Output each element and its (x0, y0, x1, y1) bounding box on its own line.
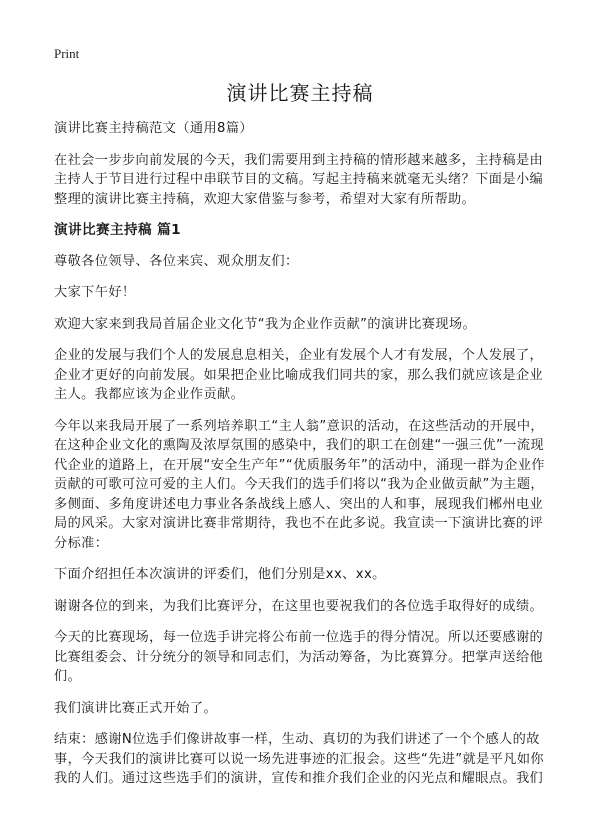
paragraph-thanks: 谢谢各位的到来，为我们比赛评分，在这里也要祝我们的各位选手取得好的成绩。 (54, 598, 544, 614)
intro-paragraph: 在社会一步步向前发展的今天，我们需要用到主持稿的情形越来越多，主持稿是由主持人于节目进行过程中串联节目的文稿。写起主持稿来就毫无头绪？下面是小编整理的演讲比赛主持稿，欢迎大家借鉴与参考，希望对大家有所帮助。 (54, 152, 544, 207)
paragraph-activities: 今年以来我局开展了一系列培养职工“主人翁”意识的活动，在这些活动的开展中，在这种企业文化的熏陶及浓厚氛围的感染中，我们的职工在创建“一强三优”一流现代企业的道路上，在开展“安全生产年”“优质服务年”的活动中，涌现一群为企业作贡献的可歌可泣可爱的主人们。今天我们的选手们将以“我为企业做贡献”为主题，多侧面、多角度讲述电力事业各条战线上感人、突出的人和事，展现我们郴州电业局的风采。大家对演讲比赛非常期待，我也不在此多说。我宣读一下演讲比赛的评分标准： (54, 418, 545, 551)
document-body (54, 119, 554, 801)
document-subtitle: 演讲比赛主持稿范文（通用8篇） (54, 121, 254, 136)
page-title: 演讲比赛主持稿 (226, 81, 374, 105)
paragraph-enterprise: 企业的发展与我们个人的发展息息相关，企业有发展个人才有发展，个人发展了，企业才更好的向前发展。如果把企业比喻成我们同共的家，那么我们就应该是企业主人。我都应该为企业作贡献。 (54, 348, 544, 402)
paragraph-closing: 结束：感谢N位选手们像讲故事一样，生动、真切的为我们讲述了一个个感人的故事，今天我们的演讲比赛可以说一场先进事迹的汇报会。这些“先进”就是平凡如你我的人们。通过这些选手们的演讲，宣传和推介我们企业的闪光点和耀眼点。我们 (54, 732, 545, 786)
paragraph-greeting: 尊敬各位领导、各位来宾、观众朋友们： (54, 253, 299, 269)
print-label: Print (54, 46, 80, 61)
paragraph-good-afternoon: 大家下午好！ (54, 285, 136, 300)
paragraph-judges: 下面介绍担任本次演讲的评委们，他们分别是xx、xx。 (54, 567, 386, 582)
section-heading: 演讲比赛主持稿 篇1 (54, 222, 181, 238)
paragraph-scoring: 今天的比赛现场，每一位选手讲完将公布前一位选手的得分情况。所以还要感谢的比赛组委会、计分统分的领导和同志们，为活动筹备，为比赛算分。把掌声送给他们。 (54, 630, 544, 684)
paragraph-welcome: 欢迎大家来到我局首届企业文化节“我为企业作贡献”的演讲比赛现场。 (54, 316, 477, 332)
paragraph-start: 我们演讲比赛正式开始了。 (54, 700, 218, 716)
